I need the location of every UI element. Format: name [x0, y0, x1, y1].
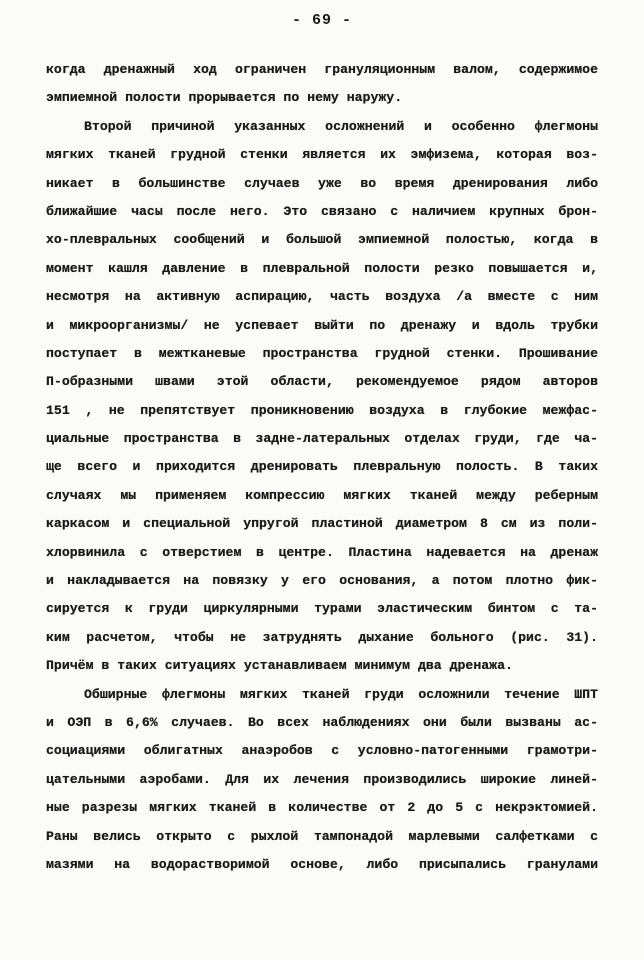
text-line: 151 , не препятствует проникновению воздуха в глубокие межфас-: [46, 402, 598, 418]
text-line: никает в большинстве случаев уже во время дренирования либо: [46, 175, 598, 191]
text-line: ким расчетом, чтобы не затруднять дыхание больного (рис. 31).: [46, 629, 598, 645]
text-line: социациями облигатных анаэробов с условно-патогенными грамотри-: [46, 743, 598, 759]
text-line: и микроорганизмы/ не успевает выйти по дренажу и вдоль трубки: [46, 317, 598, 333]
text-line: ще всего и приходится дренировать плевральную полость. В таких: [46, 459, 598, 475]
text-line: когда дренажный ход ограничен грануляционным валом, содержимое: [46, 62, 598, 77]
text-line: эмпиемной полости прорывается по нему наружу.: [46, 90, 403, 106]
text-line: циальные пространства в задне-латеральных отделах груди, где ча-: [46, 431, 598, 447]
text-line: каркасом и специальной упругой пластиной диаметром 8 см из поли-: [46, 516, 598, 532]
text-line: сируется к груди циркулярными турами эластическим бинтом с та-: [46, 601, 598, 617]
text-line: Второй причиной указанных осложнений и особенно флегмоны: [84, 118, 598, 134]
text-line: и ОЭП в 6,6% случаев. Во всех наблюдениях они были вызваны ас-: [46, 714, 598, 730]
text-line: ближайшие часы после него. Это связано с наличием крупных брон-: [46, 203, 598, 219]
text-line: Причём в таких ситуациях устанавливаем минимум два дренажа.: [46, 658, 513, 674]
text-line: мягких тканей грудной стенки является их эмфизема, которая воз-: [46, 147, 598, 163]
text-line: поступает в межтканевые пространства грудной стенки. Прошивание: [46, 345, 598, 361]
text-line: хлорвинила с отверстием в центре. Пластина надевается на дренаж: [46, 544, 598, 560]
body-text: [46, 56, 598, 879]
page-number: - 69 -: [291, 12, 352, 29]
text-line: П-образными швами этой области, рекомендуемое рядом авторов: [46, 374, 598, 390]
text-line: и накладывается на повязку у его основания, а потом плотно фик-: [46, 573, 598, 589]
text-line: мазями на водорастворимой основе, либо присыпались гранулами: [46, 856, 598, 872]
text-line: ные разрезы мягких тканей в количестве от 2 до 5 с некрэктомией.: [46, 800, 598, 816]
text-line: цательными аэробами. Для их лечения производились широкие линей-: [46, 771, 598, 787]
text-line: Раны велись открыто с рыхлой тампонадой марлевыми салфетками с: [46, 828, 598, 844]
text-line: хо-плевральных сообщений и большой эмпиемной полостью, когда в: [46, 232, 598, 248]
text-line: случаях мы применяем компрессию мягких тканей между реберным: [46, 487, 598, 503]
text-line: момент кашля давление в плевральной полости резко повышается и,: [46, 260, 598, 276]
text-line: несмотря на активную аспирацию, часть воздуха /а вместе с ним: [46, 289, 598, 305]
text-line: Обширные флегмоны мягких тканей груди осложнили течение ШПТ: [84, 686, 598, 702]
